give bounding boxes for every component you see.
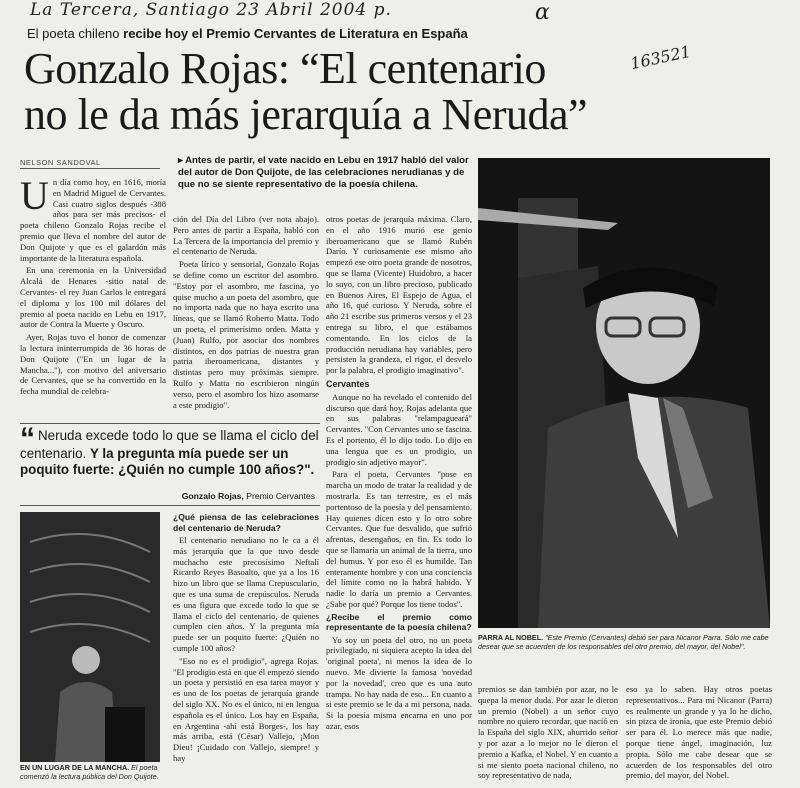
col5-p1: eso ya lo saben. Hay otros poetas representativos... Para mí Nicanor (Parra) es realmente un grande y ya lo he dicho, sin pizca de ironía, que este Premio debió ser para él. Lo merece más que nadie, porque tiene ángel, imaginación, luz propia. Sólo me cabe desear que se acuerden de los responsables del otro premio, del mayor, del Nobel.: [626, 684, 772, 781]
handwritten-page-mark: α: [535, 0, 550, 25]
col2b-p1: El centenario nerudiano no le ca a él más jerarquía que la que tuvo desde muchacho este precosísimo Neftalí Ricardo Reyes Basoalto, que ya a los 16 hizo un libro que se llama Crepusculario, que es una suma de crepúsculos. Neruda es una figura que excede todo lo que se llama el ciclo del centenario, de quienes cumplen cien años. Y la pregunta mía puede ser un poquito fuerte: ¿Quién no cumple 100 años?: [173, 535, 319, 653]
quote-rule-bottom: [20, 505, 320, 506]
quote-part2: Y la pregunta mía puede ser un poquito fuerte: ¿Quién no cumple 100 años?".: [20, 446, 315, 477]
column-2: [173, 214, 319, 412]
column-3: [326, 214, 472, 734]
photo-main-caption: [478, 633, 770, 651]
column-4: [478, 684, 618, 783]
col2b-p2: "Eso no es el prodigio", agrega Rojas. "El prodigio está en que él empezó siendo un poeta y persistió en esa tarea mayor y es uno de los poetas de jerarquía grande del siglo XX. No es el único, ni en lengua española es el único. Los hay en España, en Argentina -ahí está Borges-, los hay más arriba, está (César) Vallejo, ¡Mon Dieu! ¡Cuidado con Vallejo, siempre! y hay: [173, 655, 319, 763]
col3-p3: Para el poeta, Cervantes "pose en marcha un modo de tratar la realidad y de mostrarla. Es tan terrestre, es el más portentoso de la poesía y del pensamiento. Hay quienes dicen esto y lo otro sobre Cervantes. Que fue desvalido, que sufrió afrentas, desengaños, en fin. Es todo lo que se llamaría un animal de la tierra, uno del humus. Y por eso él es humilde. Tan enteramente hombre y con una conciencia del límite como no la habrá habido. Y nadie lo daría un premio a Cervantes. ¿Sabe por qué? Porque los tiene todos".: [326, 469, 472, 609]
lead-paragraph: [178, 155, 470, 191]
lead-text: Antes de partir, el vate nacido en Lebu en 1917 habló del valor del autor de Don Quijote, de las celebraciones nerudianas y de que no se siente representativo de la poesía chilena.: [178, 155, 469, 190]
quote-mark-icon: “: [20, 422, 35, 455]
column-5: [626, 684, 772, 783]
headline: [24, 46, 587, 138]
handwritten-archive-number: 163521: [628, 41, 693, 74]
photo-main: [478, 158, 770, 628]
col4-p1: premios se dan también por azar, no le quepa la menor duda. Por azar le dieron un premio (Nobel) a un señor cuyo nombre no quiero recordar, que nació en la España del siglo XIX, ahurrido señor y por azar a lo mejor no le dieron el premio a Kafka, el Nobel. Y en cuanto a si me siento poeta nacional chileno, no soy representativo de nada,: [478, 684, 618, 781]
headline-line1: Gonzalo Rojas: “El centenario: [24, 44, 546, 93]
dropcap: U: [20, 173, 49, 218]
col3-subhead: Cervantes: [326, 378, 370, 389]
kicker-bold: recibe hoy el Premio Cervantes de Literatura en España: [123, 26, 468, 41]
handwritten-source-note: La Tercera, Santiago 23 Abril 2004 p.: [30, 0, 392, 20]
byline: NELSON SANDOVAL: [20, 158, 101, 167]
photo-main-caption-label: PARRA AL NOBEL.: [478, 633, 544, 642]
col3-question: ¿Recibe el premio como representante de la poesía chilena?: [326, 611, 472, 633]
kicker-prefix: El poeta chileno: [27, 26, 120, 41]
photo-main-caption-text: "Este Premio (Cervantes) debió ser para Nicanor Parra. Sólo me cabe desear que se acuerden de los responsables del otro premio, del mayor, del Nobel".: [478, 633, 769, 651]
photo-small-caption-text: El poeta comenzó la lectura pública del Don Quijote.: [20, 763, 159, 781]
pull-quote: [20, 422, 320, 478]
photo-small: [20, 512, 160, 762]
col3-p2: Aunque no ha revelado el contenido del discurso que dará hoy, Rojas adelanta que en sus palabras "relampagueará" Cervantes. "Con Cervantes uno se fascina. Es el portento, él lo dijo todo. Lo dijo en una lengua que es un prodigio, un prodigio sin adjetivo mayor".: [326, 391, 472, 467]
photo-small-caption-label: EN UN LUGAR DE LA MANCHA.: [20, 763, 130, 772]
quote-attribution-name: Gonzalo Rojas,: [181, 491, 244, 501]
col1-p1: n día como hoy, en 1616, moría en Madrid Miguel de Cervantes. Casi cuatro siglos después -388 años para ser más precisos- el poeta chileno Gonzalo Rojas recibe el premio que lleva el nombre del autor de Don Quijote y que es el galardón más importante de la literatura española.: [20, 177, 166, 263]
kicker: [27, 26, 468, 41]
photo-small-caption: [20, 763, 160, 781]
column-2-bottom: [173, 512, 319, 766]
col1-p3: Ayer, Rojas tuvo el honor de comenzar la lectura ininterrumpida de 36 horas de Don Quijote ("En un lugar de la Mancha..."), con motivo del aniversario de Cervantes, que se ha convertido en la fecha mundial de celebra-: [20, 332, 166, 397]
photo-main-image: [478, 158, 770, 628]
photo-small-image: [20, 512, 160, 762]
lead-arrow-icon: ▸: [178, 155, 186, 166]
col3-p1: otros poetas de jerarquía máxima. Claro, en el año 1916 murió ese genio iberoamericano que se llamó Rubén Darío. Y curiosamente ese mismo año empezó ese otro poeta grande de nosotros, que se llama (Vicente) Huidobro, a hacer lo suyo, con un libro precioso, publicado en Buenos Aires, El Espejo de Agua, el año 16, qué curioso. Y Neruda, sobre el año 21 escribe sus primeros versos y el 23 entrega su libro, el que estábamos comentando. En los ciclos de la producción nerudiana hay variables, pero persisten la grandeza, el rigor, el desvelo por la palabra, el prodigio imaginativo".: [326, 214, 472, 376]
quote-attribution: [160, 491, 315, 501]
col3-p4: Yo soy un poeta del otro, no un poeta privilegiado, ni siquiera acepto la idea del 'original poeta', ni menos la idea de lo nuevo. Me divierte la famosa 'novedad por la novedad', creo que es una auto trampa. No hay nada de eso... En cuanto a si este premio se le da a mi persona, nada. Si la poesía misma encarna en uno por azar, esos: [326, 634, 472, 732]
byline-rule: [20, 168, 160, 169]
quote-rule-top: [20, 423, 320, 424]
col2-p1: ción del Día del Libro (ver nota abajo). Pero antes de partir a España, habló con La Tercera de la importancia del premio y el centenario de Neruda.: [173, 214, 319, 257]
quote-part1: Neruda excede todo lo que se llama el ciclo del centenario.: [20, 428, 319, 461]
col2b-question: ¿Qué piensa de las celebraciones del centenario de Neruda?: [173, 512, 319, 533]
column-1: [20, 173, 166, 399]
col2-p2: Poeta lírico y sensorial, Gonzalo Rojas se define como un escritor del asombro. "Estoy por el asombro, me fascina, yo quise mucho a un poeta del asombro, que no importa nada que no haya escrito una líneas, que se llamó Roberto Matta. Todo un poeta, el primerísimo orden. Matta y (Juan) Rulfo, por asociar dos nombres distintos, en dos patrias de nuestra gran patria iberoamericana, distantes y distintas pero muy próximas siempre. Rulfo y Matta no escribieron ningún verso, pero el asombro los hizo asomarse a este prodigio".: [173, 259, 319, 410]
col1-p2: En una ceremonia en la Universidad Alcalá de Henares -sitio natal de Cervantes- el rey Juan Carlos le entregará el diploma y los 100 mil dólares del premio al poeta nacido en Lebu en 1917, autor de Contra la Muerte y Oscuro.: [20, 265, 166, 330]
quote-attribution-role: Premio Cervantes: [246, 491, 315, 501]
headline-line2: no le da más jerarquía a Neruda”: [24, 90, 588, 139]
